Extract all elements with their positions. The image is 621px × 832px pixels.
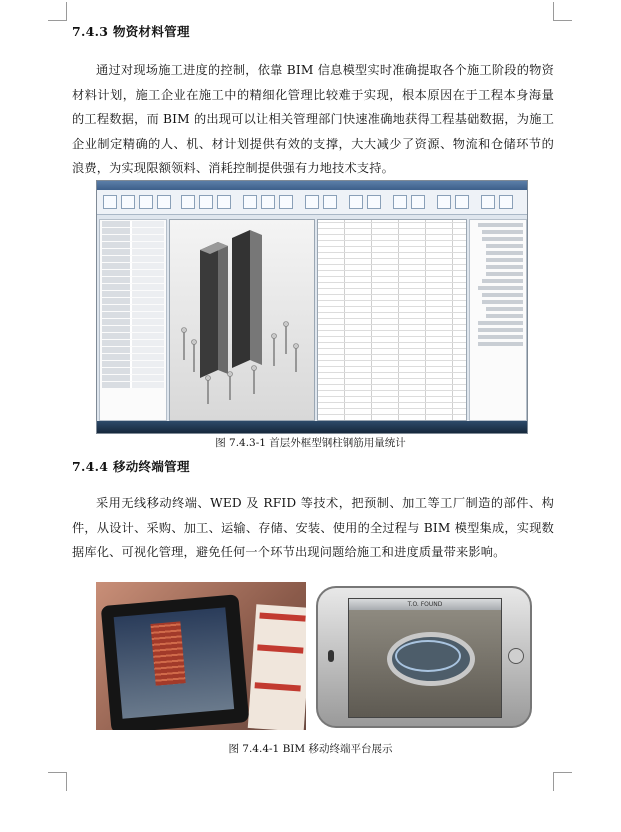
home-button (508, 648, 524, 664)
newspaper (248, 604, 306, 730)
phone-speaker (328, 650, 334, 662)
crop-mark-bottom-left (48, 772, 67, 791)
stadium-inner-ring (395, 640, 461, 672)
3d-model-view (169, 219, 315, 421)
figure-caption-rebar-statistics: 图 7.4.3-1 首层外框型钢柱钢筋用量统计 (215, 437, 406, 449)
figure-caption-mobile-platform: 图 7.4.4-1 BIM 移动终端平台展示 (228, 743, 393, 755)
section-body-material-management: 通过对现场施工进度的控制，依靠 BIM 信息模型实时准确提取各个施工阶段的物资材料计划，施工企业在施工中的精细化管理比较难于实现，根本原因在于工程本身海量的工程数据，而 BIM 的出现可以让相关管理部门快速准确地获得工程基础数据，为施工企业制定精确的人、机、材计划提供有效的支撑，大大减少了资源、物流和仓储环节的浪费，为实现限额领料、消耗控制提供强有力地技术支持。 (72, 63, 554, 175)
section-body-mobile-terminal: 采用无线移动终端、WED 及 RFID 等技术，把预制、加工等工厂制造的部件、构件，从设计、采购、加工、运输、存储、安装、使用的全过程与 BIM 模型集成，实现数据库化、可视化管理，避免任何一个环节出现问题给施工和进度质量带来影响。 (72, 496, 554, 559)
tablet-screen (114, 607, 234, 718)
smartphone-device (316, 586, 532, 728)
stadium-model-view (349, 610, 501, 717)
crop-mark-bottom-right (553, 772, 572, 791)
tablet-device (101, 594, 250, 730)
ribbon-toolbar (97, 190, 527, 215)
crop-mark-top-right (553, 2, 572, 21)
app-titlebar (97, 181, 527, 190)
phone-screen (348, 598, 502, 718)
rebar-schedule-table (317, 219, 467, 421)
section-heading-material-management: 7.4.3 物资材料管理 (72, 24, 190, 39)
crop-mark-top-left (48, 2, 67, 21)
building-model (150, 621, 185, 685)
windows-taskbar (97, 421, 527, 433)
project-browser (469, 219, 527, 421)
phone-image (316, 582, 530, 730)
section-heading-mobile-terminal: 7.4.4 移动终端管理 (72, 459, 190, 474)
revit-screenshot (96, 180, 528, 434)
properties-panel (99, 219, 167, 421)
tablet-photo (96, 582, 306, 730)
phone-app-title: T.O. FOUND (349, 599, 501, 610)
